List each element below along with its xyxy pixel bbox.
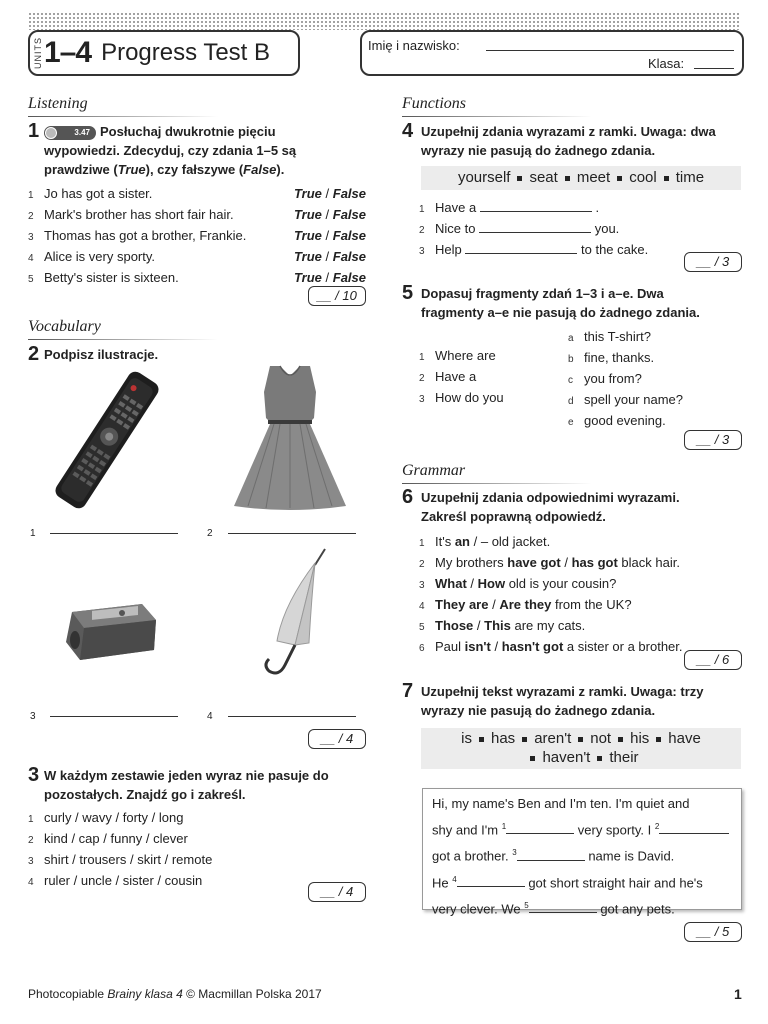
gap-1[interactable]	[506, 833, 574, 834]
option-a[interactable]: an	[454, 534, 470, 549]
option-a[interactable]: isn't	[464, 639, 491, 654]
exercise-2-number: 2	[28, 343, 40, 365]
list-item[interactable]: 3 How do you	[419, 390, 504, 405]
umbrella-image	[255, 545, 335, 680]
false-option[interactable]: False	[332, 270, 366, 285]
answer-blank[interactable]	[465, 253, 577, 254]
unit-range: 1–4	[44, 36, 92, 69]
score-box-7: __ / 5	[684, 922, 742, 942]
false-option[interactable]: False	[332, 207, 366, 222]
score-box-5: __ / 3	[684, 430, 742, 450]
cd-icon	[45, 127, 57, 139]
answer-line-2[interactable]	[228, 533, 356, 534]
remote-control-image	[52, 370, 162, 510]
option-b[interactable]: Are they	[499, 597, 552, 612]
option-b[interactable]: –	[480, 534, 489, 549]
section-grammar: Grammar	[402, 462, 466, 479]
picture-label-3: 3	[30, 711, 36, 722]
score-box-6: __ / 6	[684, 650, 742, 670]
pencil-sharpener-image	[62, 590, 162, 670]
score-box-1: __ / 10	[308, 286, 366, 306]
list-item: 3 What / How old is your cousin?	[419, 576, 617, 591]
list-item[interactable]: 4 ruler / uncle / sister / cousin	[28, 873, 203, 888]
list-item[interactable]: 1 curly / wavy / forty / long	[28, 810, 184, 825]
list-item: 4 They are / Are they from the UK?	[419, 597, 632, 612]
audio-track-badge[interactable]: 3.47	[44, 126, 96, 140]
page-number: 1	[734, 986, 742, 1002]
answer-blank[interactable]	[480, 211, 592, 212]
true-option[interactable]: True	[293, 207, 322, 222]
answer-line-1[interactable]	[50, 533, 178, 534]
option-a[interactable]: They are	[435, 597, 489, 612]
exercise-7-number: 7	[402, 680, 414, 702]
exercise-5-number: 5	[402, 282, 414, 304]
exercise-4-number: 4	[402, 120, 414, 142]
name-box	[360, 30, 744, 76]
exercise-4-instruction: Uzupełnij zdania wyrazami z ramki. Uwaga: dwa wyrazy nie pasują do żadnego zdania.	[421, 124, 716, 158]
list-item: 6 Paul isn't / hasn't got a sister or a brother.	[419, 639, 683, 654]
list-item: 1 It's an / – old jacket.	[419, 534, 551, 549]
score-box-3: __ / 4	[308, 882, 366, 902]
class-field[interactable]	[694, 68, 734, 69]
list-item: 1 Have a .	[419, 200, 600, 215]
exercise-1-number: 1	[28, 120, 40, 142]
answer-line-4[interactable]	[228, 716, 356, 717]
gap-3[interactable]	[517, 860, 585, 861]
true-option[interactable]: True	[293, 249, 322, 264]
option-a[interactable]: What	[435, 576, 467, 591]
picture-label-1: 1	[30, 528, 36, 539]
list-item: 2 Mark's brother has short fair hair. True / False	[28, 207, 366, 222]
exercise-1-instruction: 3.47 Posłuchaj dwukrotnie pięciu wypowiedzi. Zdecyduj, czy zdania 1–5 są prawdziwe (True), czy fałszywe (False).	[44, 124, 297, 177]
exercise-6-number: 6	[402, 486, 414, 508]
list-item[interactable]: b fine, thanks.	[568, 350, 655, 365]
section-rule	[402, 483, 592, 484]
gap-2[interactable]	[659, 833, 729, 834]
list-item: 5 Those / This are my cats.	[419, 618, 586, 633]
list-item[interactable]: d spell your name?	[568, 392, 683, 407]
true-option[interactable]: True	[293, 186, 322, 201]
option-a[interactable]: Those	[435, 618, 474, 633]
answer-line-3[interactable]	[50, 716, 178, 717]
list-item: 1 Jo has got a sister. True / False	[28, 186, 366, 201]
false-option[interactable]: False	[332, 228, 366, 243]
picture-label-4: 4	[207, 711, 213, 722]
class-label: Klasa:	[648, 56, 685, 71]
list-item[interactable]: 2 kind / cap / funny / clever	[28, 831, 188, 846]
section-functions: Functions	[402, 95, 466, 112]
list-item: 4 Alice is very sporty. True / False	[28, 249, 366, 264]
score-box-4: __ / 3	[684, 252, 742, 272]
picture-label-2: 2	[207, 528, 213, 539]
section-rule	[28, 116, 218, 117]
footer-copyright: Photocopiable Brainy klasa 4 © Macmillan Polska 2017	[28, 987, 322, 1001]
word-box-7: is has aren't not his have haven't their	[421, 728, 741, 769]
exercise-3-instruction: W każdym zestawie jeden wyraz nie pasuje do pozostałych. Znajdź go i zakreśl.	[44, 768, 329, 802]
exercise-5-left-list	[419, 346, 559, 409]
false-option[interactable]: False	[332, 186, 366, 201]
list-item[interactable]: e good evening.	[568, 413, 666, 428]
page-title: Progress Test B	[101, 39, 271, 66]
section-rule	[402, 116, 592, 117]
name-field[interactable]	[486, 50, 734, 51]
option-b[interactable]: How	[477, 576, 506, 591]
option-b[interactable]: This	[484, 618, 511, 633]
units-label: UNITS	[33, 37, 43, 69]
list-item[interactable]: 2 Have a	[419, 369, 477, 384]
list-item: 3 Help to the cake.	[419, 242, 649, 257]
title-box	[28, 30, 300, 76]
exercise-3-list	[28, 808, 358, 892]
exercise-3-number: 3	[28, 764, 40, 786]
exercise-7-instruction: Uzupełnij tekst wyrazami z ramki. Uwaga: trzy wyrazy nie pasują do żadnego zdania.	[421, 684, 704, 718]
list-item[interactable]: a this T-shirt?	[568, 329, 651, 344]
gap-4[interactable]	[457, 886, 525, 887]
exercise-6-instruction: Uzupełnij zdania odpowiednimi wyrazami. Zakreśl poprawną odpowiedź.	[421, 490, 680, 524]
list-item[interactable]: c you from?	[568, 371, 642, 386]
section-listening: Listening	[28, 95, 88, 112]
exercise-5-instruction: Dopasuj fragmenty zdań 1–3 i a–e. Dwa fragmenty a–e nie pasują do żadnego zdania.	[421, 286, 700, 320]
text-box: Hi, my name's Ben and I'm ten. I'm quiet and shy and I'm $^1$ very sporty. I $^2$ got a brother. $^3$ name is David. He $^4$ got short straight hair and he's very clever. We $^5$ got any pets.	[422, 788, 742, 910]
name-label: Imię i nazwisko:	[368, 38, 460, 53]
true-option[interactable]: True	[293, 270, 322, 285]
word-box-4: yourself seat meet cool time	[421, 166, 741, 190]
exercise-2-instruction: Podpisz ilustracje.	[44, 347, 159, 362]
exercise-6-list	[419, 532, 739, 658]
score-box-2: __ / 4	[308, 729, 366, 749]
exercise-1-list	[28, 184, 366, 289]
list-item[interactable]: 1 Where are	[419, 348, 496, 363]
false-option[interactable]: False	[332, 249, 366, 264]
answer-blank[interactable]	[479, 232, 591, 233]
list-item: 2 My brothers have got / has got black hair.	[419, 555, 680, 570]
exercise-5-right-list	[568, 327, 740, 432]
option-b[interactable]: hasn't got	[501, 639, 564, 654]
true-option[interactable]: True	[293, 228, 322, 243]
list-item: 3 Thomas has got a brother, Frankie. True / False	[28, 228, 366, 243]
gap-5[interactable]	[529, 912, 597, 913]
list-item: 2 Nice to you.	[419, 221, 620, 236]
list-item[interactable]: 3 shirt / trousers / skirt / remote	[28, 852, 213, 867]
section-rule	[28, 339, 218, 340]
list-item: 5 Betty's sister is sixteen. True / False	[28, 270, 366, 285]
option-b[interactable]: has got	[571, 555, 618, 570]
dress-image	[230, 362, 350, 512]
option-a[interactable]: have got	[507, 555, 561, 570]
section-vocabulary: Vocabulary	[28, 318, 101, 335]
dotted-band	[28, 12, 740, 30]
